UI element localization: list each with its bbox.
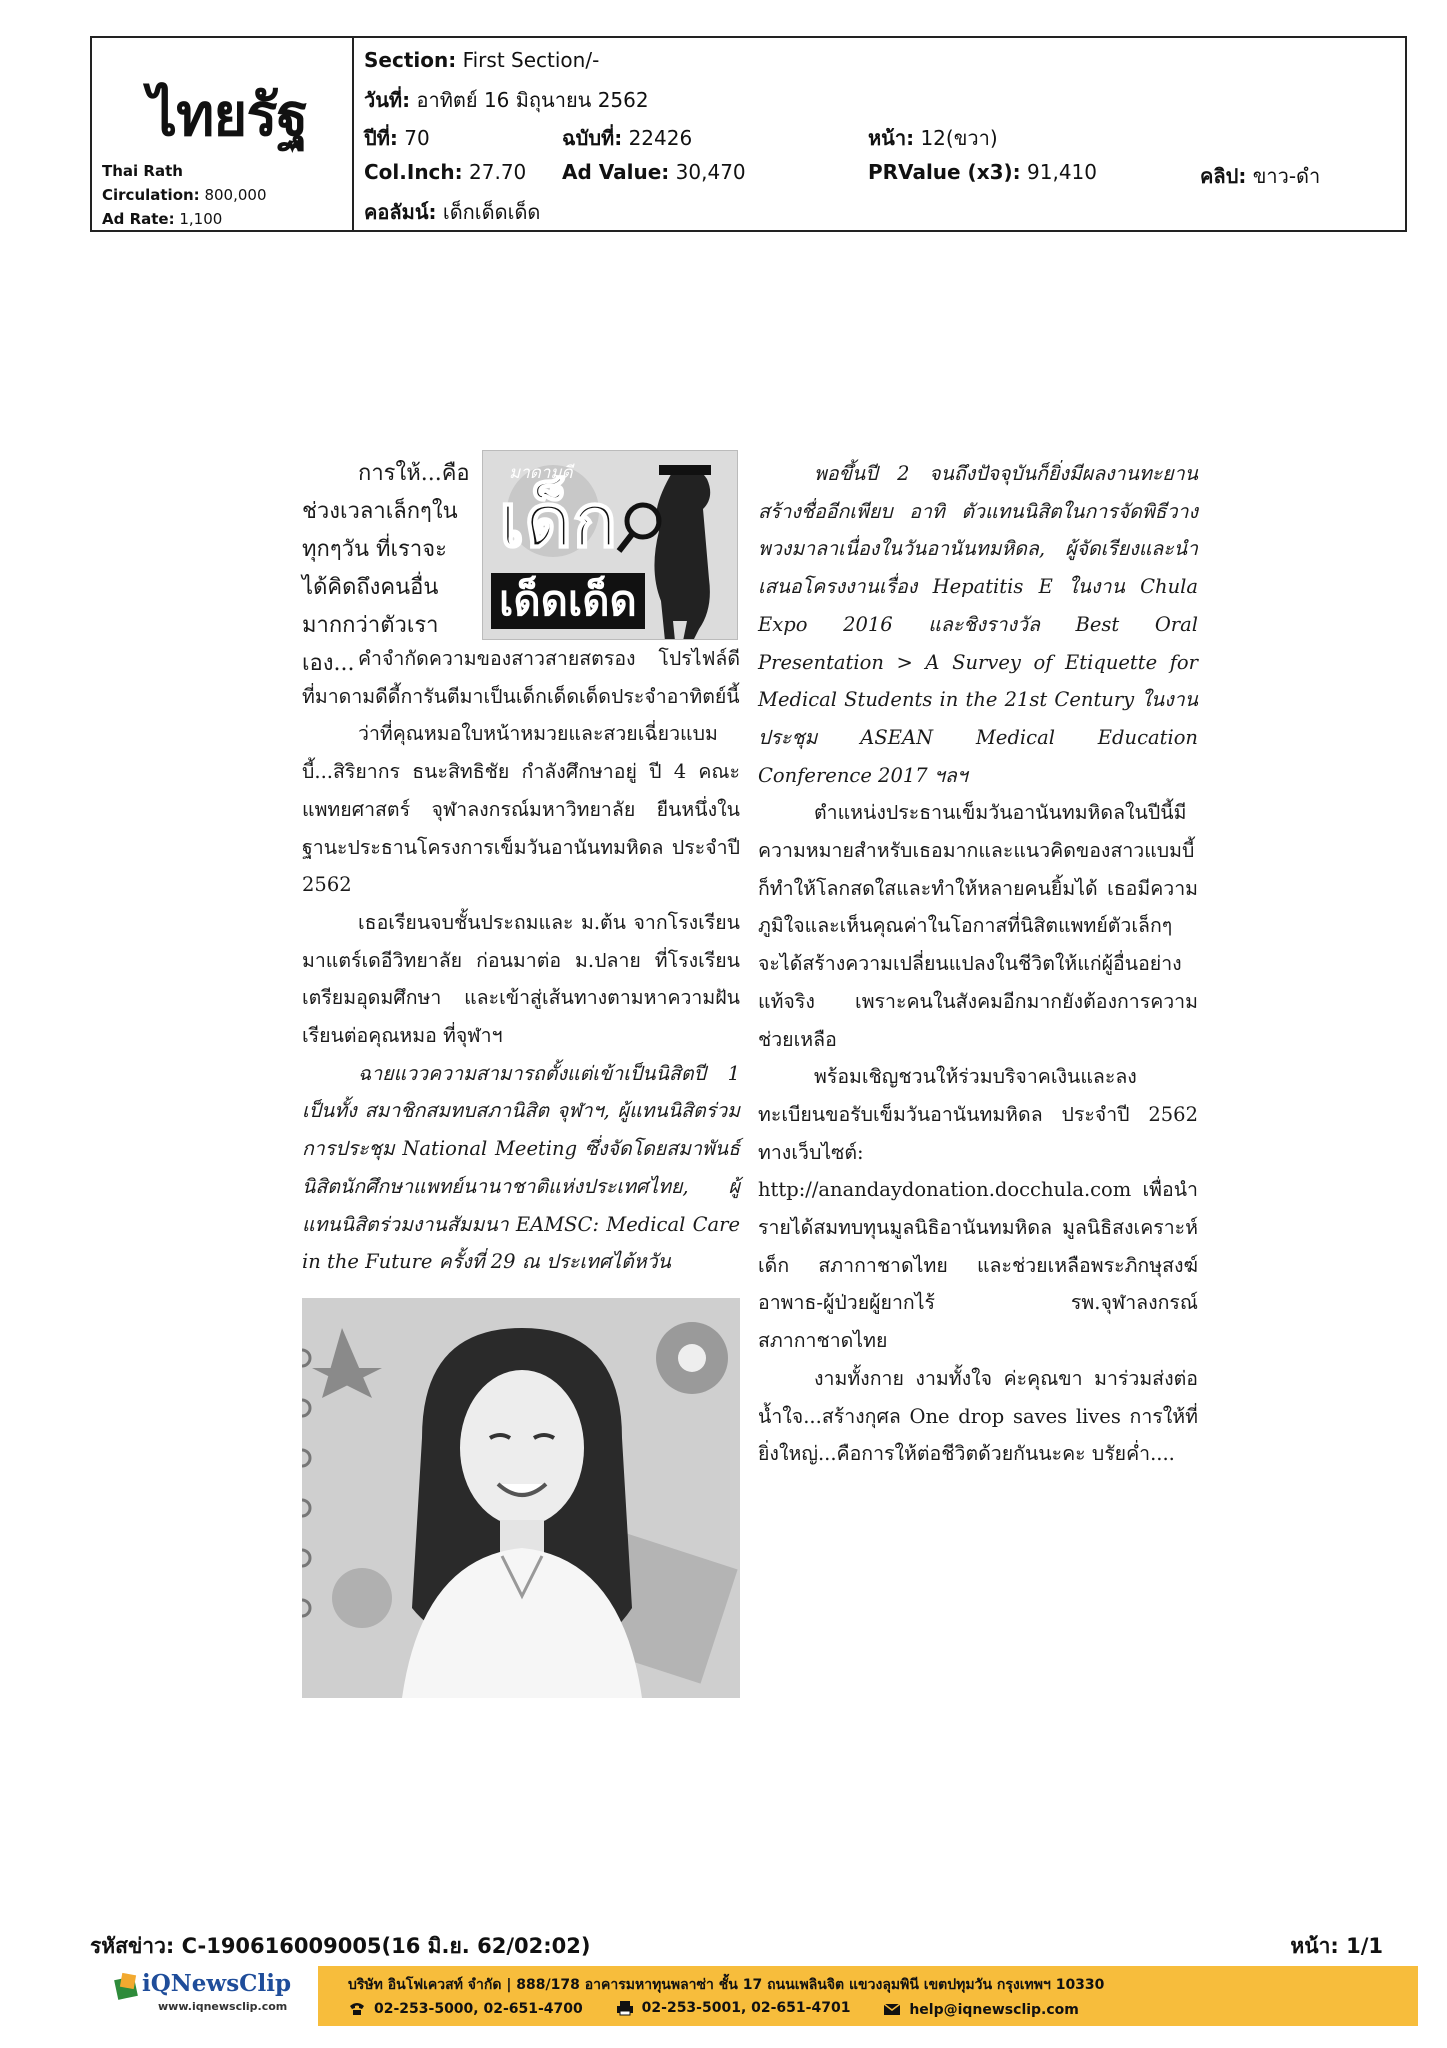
mail-icon (883, 2003, 901, 2016)
phone-contact: 02-253-5000, 02-651-4700 (348, 2001, 583, 2017)
column-logo-image (482, 450, 738, 640)
company-address: บริษัท อินโฟเควสท์ จำกัด | 888/178 อาคารมหาทุนพลาซ่า ชั้น 17 ถนนเพลินจิต แขวงลุมพินี เขตปทุมวัน กรุงเทพฯ 10330 (348, 1977, 1105, 1993)
fax-icon (616, 2000, 634, 2016)
contact-details (348, 2000, 1107, 2020)
clip-meta-panel (354, 38, 1405, 230)
iqnewsclip-mark-icon (112, 1972, 142, 2002)
circulation: Circulation: 800,000 (102, 186, 267, 204)
article-column-right (758, 455, 1198, 1473)
iqnewsclip-logo (112, 1968, 302, 2024)
iqnewsclip-url: www.iqnewsclip.com (158, 2000, 288, 2013)
clip-type-field: คลิป: ขาว-ดำ (1200, 164, 1321, 188)
fax-contact: 02-253-5001, 02-651-4701 (616, 2000, 851, 2016)
col-inch-field: Col.Inch: 27.70 (364, 160, 527, 184)
column-logo-tag: มาดามดี (509, 463, 573, 483)
publication-name: Thai Rath (102, 162, 183, 180)
clip-header (90, 36, 1407, 232)
portrait-photo (302, 1298, 740, 1698)
article-paragraph: ว่าที่คุณหมอใบหน้าหมวยและสวยเฉี่ยวแบมบี้...สิริยากร ธนะสิทธิชัย กำลังศึกษาอยู่ ปี 4 คณะแพทยศาสตร์ จุฬาลงกรณ์มหาวิทยาลัย ยืนหนึ่งในฐานะประธานโครงการเข็มวันอานันทมหิดล ประจำปี 2562 (302, 722, 740, 897)
article-paragraph: พร้อมเชิญชวนให้ร่วมบริจาคเงินและลงทะเบียนขอรับเข็มวันอานันทมหิดล ประจำปี 2562 ทางเว็บไซต์: http://anandaydonation.docchula.com เพื่อนำรายได้สมทบทุนมูลนิธิอานันทมหิดล มูลนิธิสงเคราะห์เด็ก สภากาชาดไทย และช่วยเหลือพระภิกษุสงฆ์อาพาธ-ผู้ป่วยผู้ยากไร้ รพ.จุฬาลงกรณ์ สภากาชาดไทย (758, 1065, 1198, 1353)
contact-bar (318, 1966, 1418, 2026)
publication-panel (92, 38, 354, 230)
page-count: หน้า: 1/1 (1290, 1934, 1383, 1958)
article-column-left (302, 640, 740, 1281)
article-paragraph: งามทั้งกาย งามทั้งใจ ค่ะคุณขา มาร่วมส่งต่อน้ำใจ...สร้างกุศล One drop saves lives การให้ที่ยิ่งใหญ่...คือการให้ต่อชีวิตด้วยกันนะคะ บรัยค่ำ.... (758, 1366, 1198, 1466)
iqnewsclip-wordmark: iQNewsClip (142, 1970, 292, 1997)
ad-rate: Ad Rate: 1,100 (102, 210, 223, 228)
pr-value-field: PRValue (x3): 91,410 (868, 160, 1097, 184)
date-field: วันที่: อาทิตย์ 16 มิถุนายน 2562 (364, 88, 649, 112)
publication-logo: ไทยรัฐ (148, 81, 308, 149)
issue-field: ฉบับที่: 22426 (562, 126, 693, 150)
column-field: คอลัมน์: เด็กเด็ดเด็ด (364, 200, 541, 224)
phone-icon (348, 2002, 366, 2016)
news-code: รหัสข่าว: C-190616009005(16 มิ.ย. 62/02:02) (90, 1934, 591, 1958)
section-field: Section: First Section/- (364, 48, 600, 72)
page-field: หน้า: 12(ขวา) (868, 126, 998, 150)
article-paragraph: ฉายแววความสามารถตั้งแต่เข้าเป็นนิสิตปี 1 เป็นทั้ง สมาชิกสมทบสภานิสิต จุฬาฯ, ผู้แทนนิสิตร่วมการประชุม National Meeting ซึ่งจัดโดยสมาพันธ์นิสิตนักศึกษาแพทย์นานาชาติแห่งประเทศไทย, ผู้แทนนิสิตร่วมงานสัมมนา EAMSC: Medical Care in the Future ครั้งที่ 29 ณ ประเทศไต้หวัน (302, 1061, 740, 1274)
column-logo-title: เด็ก (499, 478, 618, 564)
article-paragraph: พอขึ้นปี 2 จนถึงปัจจุบันก็ยิ่งมีผลงานทะยานสร้างชื่ออีกเพียบ อาทิ ตัวแทนนิสิตในการจัดพิธีวางพวงมาลาเนื่องในวันอานันทมหิดล, ผู้จัดเรียงและนำเสนอโครงงานเรื่อง Hepatitis E ในงาน Chula Expo 2016 และชิงรางวัล Best Oral Presentation > A Survey of Etiquette for Medical Students in the 21st Century ในงานประชุม ASEAN Medical Education Conference 2017 ฯลฯ (758, 462, 1198, 787)
article-paragraph: เธอเรียนจบชั้นประถมและ ม.ต้น จากโรงเรียนมาแตร์เดอีวิทยาลัย ก่อนมาต่อ ม.ปลาย ที่โรงเรียนเตรียมอุดมศึกษา และเข้าสู่เส้นทางตามหาความฝันเรียนต่อคุณหมอ ที่จุฬาฯ (302, 910, 740, 1048)
article-paragraph: ตำแหน่งประธานเข็มวันอานันทมหิดลในปีนี้มีความหมายสำหรับเธอมากและแนวคิดของสาวแบมบี้ก็ทำให้โลกสดใสและทำให้หลายคนยิ้มได้ เธอมีความภูมิใจและเห็นคุณค่าในโอกาสที่นิสิตแพทย์ตัวเล็กๆ จะได้สร้างความเปลี่ยนแปลงในชีวิตให้แก่ผู้อื่นอย่างแท้จริง เพราะคนในสังคมอีกมากยังต้องการความช่วยเหลือ (758, 801, 1198, 1051)
article-paragraph: คำจำกัดความของสาวสายสตรอง โปรไฟล์ดีที่มาดามดีดี้การันตีมาเป็นเด็กเด็ดเด็ดประจำอาทิตย์นี้ (302, 647, 740, 708)
ad-value-field: Ad Value: 30,470 (562, 160, 746, 184)
intro-text: การให้...คือช่วงเวลาเล็กๆในทุกๆวัน ที่เราจะได้คิดถึงคนอื่นมากกว่าตัวเราเอง... (302, 461, 470, 676)
year-field: ปีที่: 70 (364, 126, 430, 150)
portrait-graphic (302, 1298, 740, 1698)
email-contact[interactable]: help@iqnewsclip.com (883, 2002, 1079, 2018)
column-logo-subtitle: เด็ดเด็ด (491, 573, 645, 629)
